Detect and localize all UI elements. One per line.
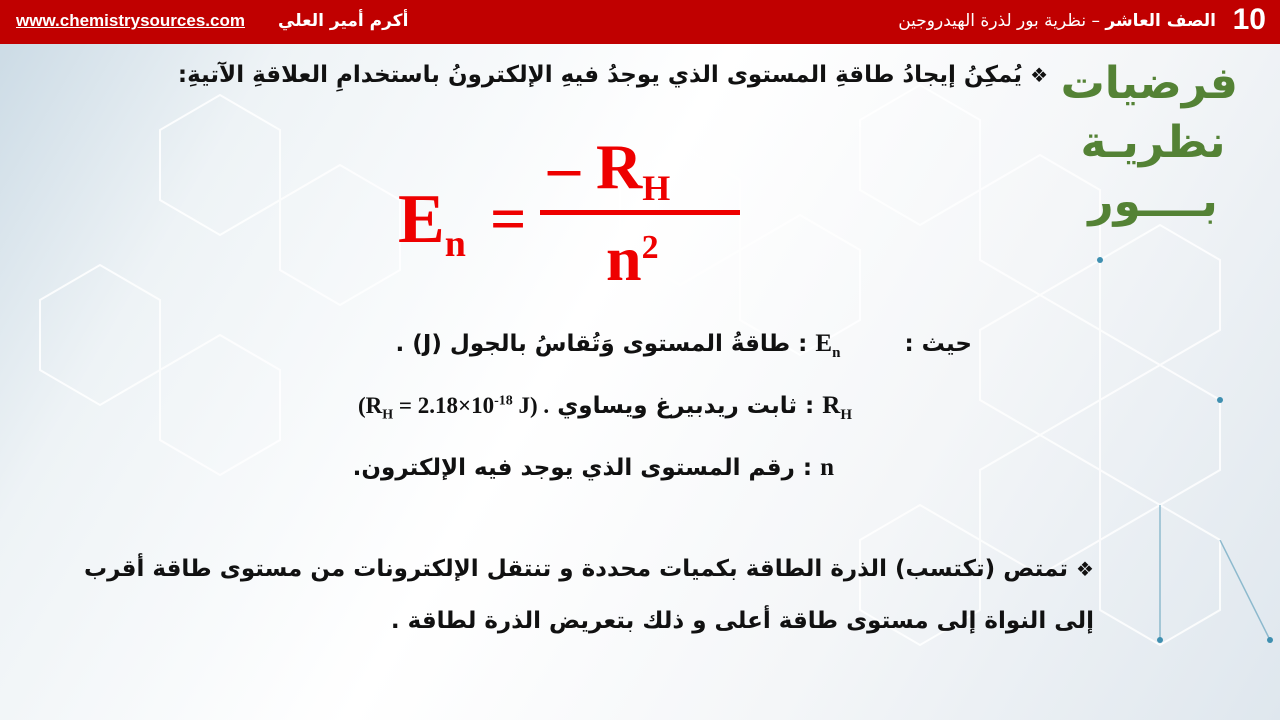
author-name: أكرم أمير العلي	[278, 11, 409, 31]
formula-equals: =	[490, 183, 527, 254]
definition-n-text: : رقم المستوى الذي يوجد فيه الإلكترون.	[352, 455, 813, 481]
bullet-absorption-text: تمتص (تكتسب) الذرة الطاقة بكميات محددة و تنتقل الإلكترونات من مستوى طاقة أقرب إلى النواة إلى مستوى طاقة أعلى و ذلك بتعريض الذرة لطاقة .	[84, 556, 1094, 634]
definition-n	[353, 454, 834, 482]
side-title-line3: بــــور	[1088, 176, 1218, 227]
grade-label: الصف العاشر	[1105, 11, 1216, 31]
energy-formula	[398, 130, 758, 294]
side-title-line1: فرضيات	[1060, 58, 1238, 109]
formula-denominator: $n^2$	[606, 223, 659, 294]
diamond-bullet-icon: ❖	[1076, 557, 1094, 581]
lesson-title	[898, 11, 1216, 31]
definition-en-symbol: $E_n$	[815, 330, 841, 361]
rydberg-value: ($R_H = 2.18\times 10^{-18}$ J) .	[357, 393, 550, 423]
lesson-name: – نظرية بور لذرة الهيدروجين	[898, 11, 1100, 31]
formula-lhs: $E_n$	[398, 181, 466, 265]
where-label: حيث :	[904, 331, 972, 357]
definition-rh-symbol: $R_H$	[822, 392, 852, 423]
definition-n-symbol: n	[820, 454, 834, 481]
side-title-line2: نظريـة	[1080, 117, 1226, 168]
bullet-intro	[178, 62, 1048, 88]
diamond-bullet-icon: ❖	[1030, 63, 1048, 87]
slide-number: 10	[1232, 3, 1266, 36]
side-title	[1060, 54, 1238, 231]
definition-en	[396, 330, 972, 362]
definition-rh-text: : ثابت ريدبيرغ ويساوي	[557, 393, 815, 419]
website-link[interactable]: www.chemistrysources.com	[16, 11, 245, 30]
bullet-absorption	[84, 543, 1094, 647]
fraction-bar	[540, 210, 740, 215]
bullet-intro-text: يُمكِنُ إيجادُ طاقةِ المستوى الذي يوجدُ فيهِ الإلكترونُ باستخدامِ العلاقةِ الآتيةِ:	[177, 62, 1023, 88]
header-bar	[0, 0, 1280, 44]
definition-rh	[358, 392, 852, 424]
definition-en-text: : طاقةُ المستوى وَتُقاسُ بالجول (J) .	[395, 331, 808, 357]
formula-numerator: – $R_H$	[548, 131, 671, 208]
